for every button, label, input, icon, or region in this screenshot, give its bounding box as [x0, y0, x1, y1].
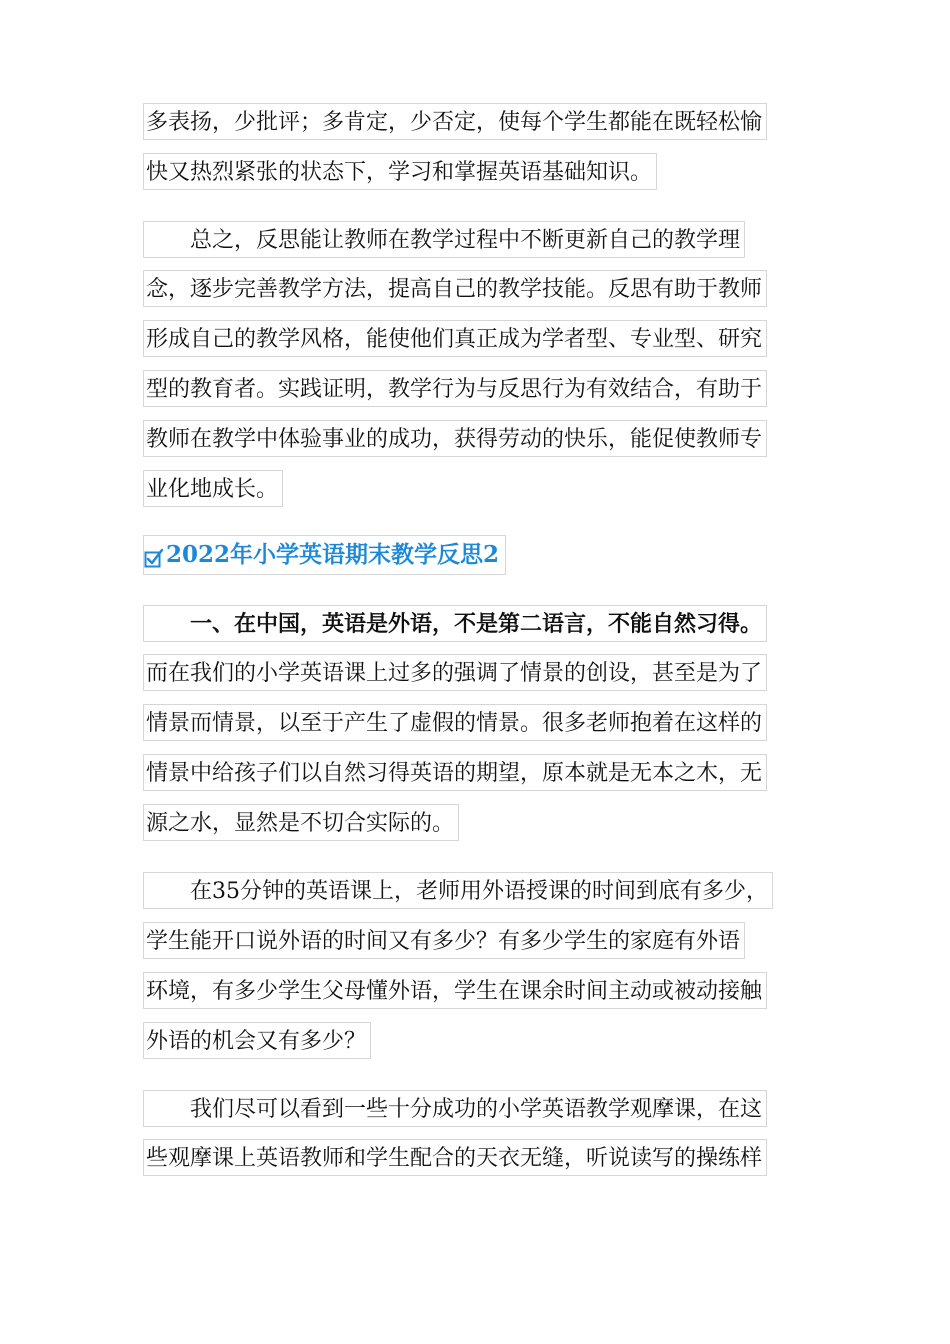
paragraph-5-line-2: 些观摩课上英语教师和学生配合的天衣无缝，听说读写的操练样 [143, 1139, 767, 1176]
paragraph-3-line-4: 情景中给孩子们以自然习得英语的期望，原本就是无本之木，无 [143, 754, 767, 791]
section-heading-text: 2022年小学英语期末教学反思2 [166, 541, 500, 568]
paragraph-4-line-1: 在35分钟的英语课上，老师用外语授课的时间到底有多少， [143, 872, 773, 909]
paragraph-3-line-5: 源之水，显然是不切合实际的。 [143, 804, 459, 841]
paragraph-4-line-4: 外语的机会又有多少？ [143, 1022, 371, 1059]
paragraph-3-line-1: 一、在中国，英语是外语，不是第二语言，不能自然习得。 [143, 605, 767, 642]
paragraph-4-line-2: 学生能开口说外语的时间又有多少？有多少学生的家庭有外语 [143, 922, 745, 959]
paragraph-2-line-1: 总之，反思能让教师在教学过程中不断更新自己的教学理 [143, 221, 745, 258]
paragraph-2-line-6: 业化地成长。 [143, 470, 283, 507]
paragraph-2-line-3: 形成自己的教学风格，能使他们真正成为学者型、专业型、研究 [143, 320, 767, 357]
paragraph-2-line-4: 型的教育者。实践证明，教学行为与反思行为有效结合，有助于 [143, 370, 767, 407]
paragraph-1-line-2: 快又热烈紧张的状态下，学习和掌握英语基础知识。 [143, 153, 657, 190]
checkbox-check-icon [144, 548, 164, 568]
paragraph-4-line-3: 环境，有多少学生父母懂外语，学生在课余时间主动或被动接触 [143, 972, 767, 1009]
paragraph-1-line-1: 多表扬，少批评；多肯定，少否定，使每个学生都能在既轻松愉 [143, 103, 767, 140]
section-heading [143, 535, 506, 575]
paragraph-2-line-5: 教师在教学中体验事业的成功，获得劳动的快乐，能促使教师专 [143, 420, 767, 457]
paragraph-3-line-2: 而在我们的小学英语课上过多的强调了情景的创设，甚至是为了 [143, 654, 767, 691]
paragraph-3-line-3: 情景而情景，以至于产生了虚假的情景。很多老师抱着在这样的 [143, 704, 767, 741]
paragraph-5-line-1: 我们尽可以看到一些十分成功的小学英语教学观摩课，在这 [143, 1090, 767, 1127]
paragraph-2-line-2: 念，逐步完善教学方法，提高自己的教学技能。反思有助于教师 [143, 270, 767, 307]
